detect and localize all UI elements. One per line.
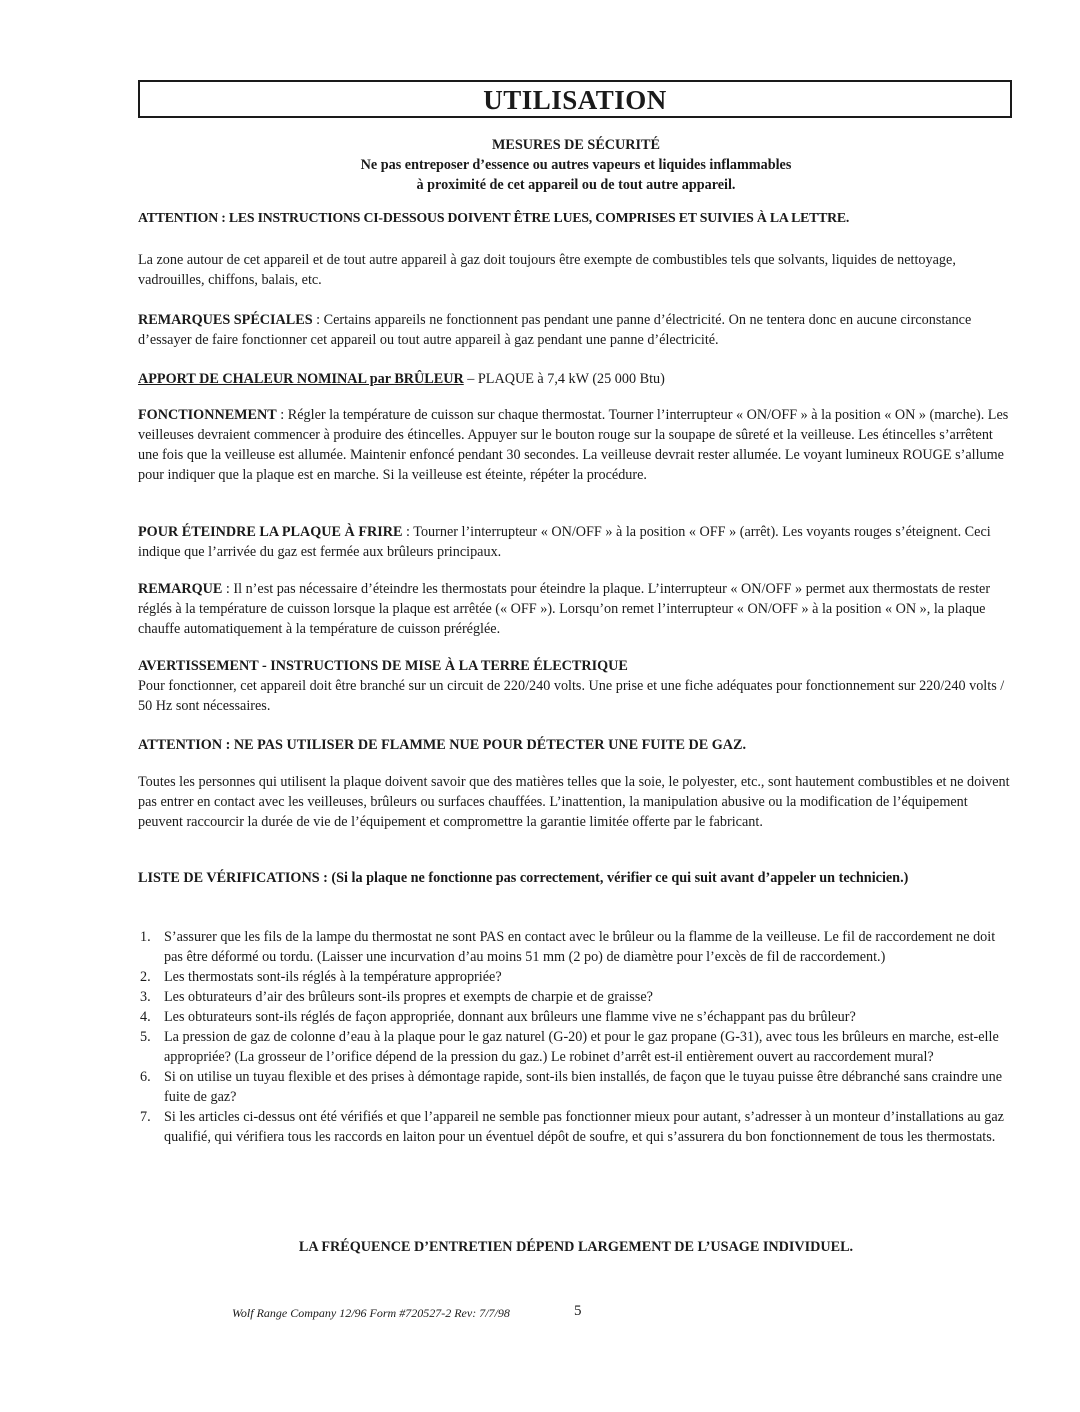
eteindre-text: : Tourner l’interrupteur « ON/OFF » à la position « OFF » (arrêt). Les voyants rouges s’éteignent. Ceci indique que l’arrivée du gaz est fermée aux brûleurs principaux.: [138, 524, 991, 560]
safety-heading: MESURES DE SÉCURITÉ: [492, 137, 660, 153]
safety-line-2: à proximité de cet appareil ou de tout autre appareil.: [416, 177, 736, 193]
title-box: [138, 80, 1012, 118]
list-item: [138, 1067, 1014, 1107]
page-title: UTILISATION: [483, 85, 667, 115]
apport-label: APPORT DE CHALEUR NOMINAL par BRÛLEUR: [138, 371, 464, 387]
item-number: 5.: [140, 1029, 151, 1045]
checklist: [138, 927, 1014, 1147]
item-text: Les obturateurs d’air des brûleurs sont-ils propres et exempts de charpie et de graisse?: [164, 989, 653, 1005]
item-number: 7.: [140, 1109, 151, 1125]
list-item: [138, 927, 1014, 967]
remarques-speciales-text: : Certains appareils ne fonctionnent pas pendant une panne d’électricité. On ne tentera donc en aucune circonstance d’essayer de faire fonctionner cet appareil ou tout autre appareil à gaz pendant une panne d’électricité.: [138, 312, 972, 348]
item-text: Si les articles ci-dessus ont été vérifiés et que l’appareil ne semble pas fonctionner mieux pour autant, s’adresser à un monteur d’installations au gaz qualifié, qui vérifiera tous les raccords en laiton pour un éventuel dépôt de soufre, et qui s’assurera du bon fonctionnement de tous les thermostats.: [164, 1109, 1004, 1145]
list-item: [138, 967, 1014, 987]
paragraph-eteindre: [138, 522, 1014, 562]
item-number: 1.: [140, 929, 151, 945]
safety-section: [138, 135, 1014, 195]
attention-flamme-nue: ATTENTION : NE PAS UTILISER DE FLAMME NUE POUR DÉTECTER UNE FUITE DE GAZ.: [138, 737, 747, 753]
item-text: Les obturateurs sont-ils réglés de façon appropriée, donnant aux brûleurs une flamme vive ne s’échappant pas du brûleur?: [164, 1009, 856, 1025]
checklist-heading: LISTE DE VÉRIFICATIONS : (Si la plaque ne fonctionne pas correctement, vérifier ce qui suit avant d’appeler un technicien.): [138, 870, 909, 886]
item-number: 2.: [140, 969, 151, 985]
list-item: [138, 1107, 1014, 1147]
paragraph-remarques-speciales: [138, 310, 1014, 350]
remarques-speciales-label: REMARQUES SPÉCIALES: [138, 312, 313, 328]
avertissement-heading: AVERTISSEMENT - INSTRUCTIONS DE MISE À LA TERRE ÉLECTRIQUE: [138, 658, 628, 674]
paragraph-personnes: Toutes les personnes qui utilisent la plaque doivent savoir que des matières telles que la soie, le polyester, etc., sont hautement combustibles et ne doivent pas entrer en contact avec les veilleuses, brûleurs ou surfaces chauffées. L’inattention, la manipulation abusive ou la modification de l’équipement peuvent raccourcir la durée de vie de l’équipement et compromettre la garantie limitée offerte par le fabricant.: [138, 774, 1010, 830]
item-number: 3.: [140, 989, 151, 1005]
item-text: Les thermostats sont-ils réglés à la température appropriée?: [164, 969, 502, 985]
list-item: [138, 987, 1014, 1007]
item-number: 4.: [140, 1009, 151, 1025]
safety-line-1: Ne pas entreposer d’essence ou autres vapeurs et liquides inflammables: [360, 157, 792, 173]
item-text: La pression de gaz de colonne d’eau à la plaque pour le gaz naturel (G-20) et pour le gaz propane (G-31), avec tous les brûleurs en marche, est-elle appropriée? (La grosseur de l’orifice dépend de la pression du gaz.) Le robinet d’arrêt est-il entièrement ouvert au raccordement mural?: [164, 1029, 999, 1065]
item-text: S’assurer que les fils de la lampe du thermostat ne sont PAS en contact avec le brûleur ou la flamme de la veilleuse. Le fil de raccordement ne doit pas être déformé ou tordu. (Laisser une incurvation d’au moins 51 mm (2 po) de diamètre pour l’excès de fil de raccordement.): [164, 929, 996, 965]
paragraph-zone: La zone autour de cet appareil et de tout autre appareil à gaz doit toujours être exempte de combustibles tels que solvants, liquides de nettoyage, vadrouilles, chiffons, balais, etc.: [138, 252, 956, 288]
item-number: 6.: [140, 1069, 151, 1085]
remarque-text: : Il n’est pas nécessaire d’éteindre les thermostats pour éteindre la plaque. L’interrupteur « ON/OFF » permet aux thermostats de rester réglés à la température de cuisson lorsque la plaque est arrêtée (« OFF »). Lorsqu’on remet l’interrupteur « ON/OFF » à la position « ON », la plaque chauffe automatiquement à la température de cuisson préréglée.: [138, 581, 991, 637]
fonctionnement-label: FONCTIONNEMENT: [138, 407, 277, 423]
item-text: Si on utilise un tuyau flexible et des prises à démontage rapide, sont-ils bien installés, de façon que le tuyau puisse être débranché sans craindre une fuite de gaz?: [164, 1069, 1002, 1105]
page-number: 5: [574, 1303, 582, 1319]
list-item: [138, 1007, 1014, 1027]
section-avertissement: [138, 656, 1014, 716]
paragraph-apport: [138, 369, 1014, 389]
avertissement-text: Pour fonctionner, cet appareil doit être branché sur un circuit de 220/240 volts. Une prise et une fiche adéquates pour fonctionnement sur 220/240 volts / 50 Hz sont nécessaires.: [138, 678, 1005, 714]
attention-read-instructions: ATTENTION : LES INSTRUCTIONS CI-DESSOUS DOIVENT ÊTRE LUES, COMPRISES ET SUIVIES À LA LETTRE.: [138, 210, 850, 225]
paragraph-remarque: [138, 579, 1014, 639]
list-item: [138, 1027, 1014, 1067]
apport-text: – PLAQUE à 7,4 kW (25 000 Btu): [463, 371, 665, 387]
frequence-entretien: LA FRÉQUENCE D’ENTRETIEN DÉPEND LARGEMENT DE L’USAGE INDIVIDUEL.: [298, 1239, 854, 1255]
remarque-label: REMARQUE: [138, 581, 223, 597]
eteindre-label: POUR ÉTEINDRE LA PLAQUE À FRIRE: [138, 524, 403, 540]
fonctionnement-text: : Régler la température de cuisson sur chaque thermostat. Tourner l’interrupteur « ON/OFF » à la position « ON » (marche). Les veilleuses devraient commencer à produire des étincelles. Appuyer sur le bouton rouge sur la soupape de sûreté et la veilleuse. Les étincelles s’arrêtent une fois que la veilleuse est allumée. Maintenir enfoncé pendant 30 secondes. La veilleuse devrait rester allumée. Le voyant lumineux ROUGE s’allume pour indiquer que la plaque est en marche. Si la veilleuse est éteinte, répéter la procédure.: [138, 407, 1009, 483]
paragraph-fonctionnement: [138, 405, 1014, 485]
footer-form-info: Wolf Range Company 12/96 Form #720527-2 Rev: 7/7/98: [232, 1306, 510, 1320]
